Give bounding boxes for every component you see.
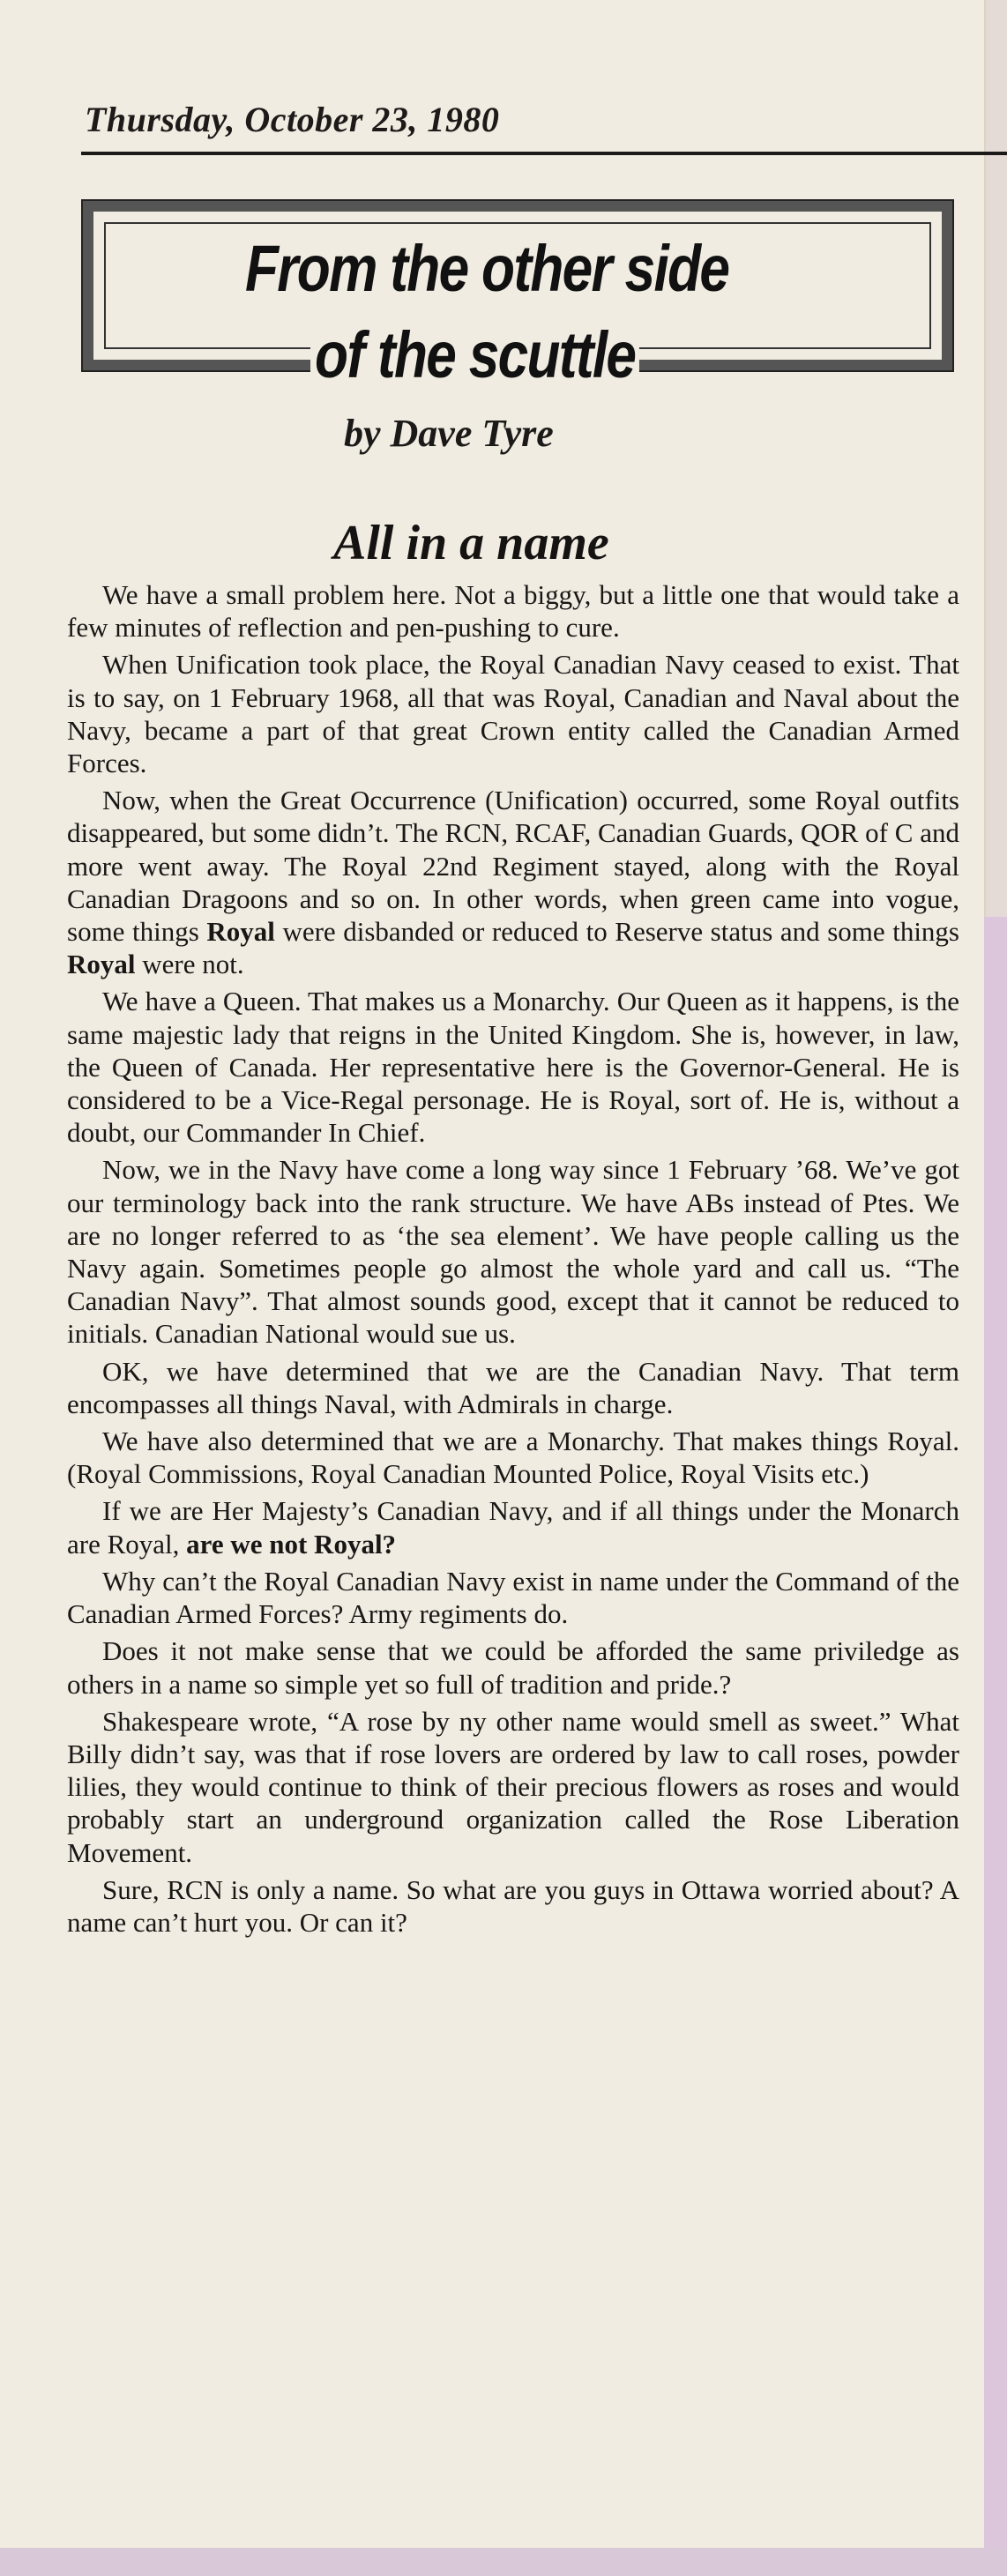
emphasis: Royal xyxy=(206,916,275,948)
column-title-line-2: of the scuttle xyxy=(310,317,639,392)
paragraph: If we are Her Majesty’s Canadian Navy, and if all things under the Monarch are Royal, are we not Royal? xyxy=(67,1495,959,1560)
header-rule xyxy=(81,152,1007,155)
emphasis: are we not Royal? xyxy=(186,1528,397,1560)
paragraph: We have also determined that we are a Monarchy. That makes things Royal. (Royal Commissions, Royal Canadian Mounted Police, Royal Visits etc.) xyxy=(67,1426,959,1490)
paragraph: Shakespeare wrote, “A rose by ny other name would smell as sweet.” What Billy didn’t say, was that if rose lovers are ordered by law to call roses, powder lilies, they would continue to think of their precious flowers as roses and would probably start an underground organization called the Rose Liberation Movement. xyxy=(67,1705,959,1868)
paragraph: Now, we in the Navy have come a long way since 1 February ’68. We’ve got our terminology back into the rank structure. We have ABs instead of Ptes. We are no longer referred to as ‘the sea element’. We have people calling us the Navy again. Sometimes people go almost the whole yard and call us. “The Canadian Navy”. That almost sounds good, except that it cannot be reduced to initials. Canadian National would sue us. xyxy=(67,1154,959,1350)
paragraph: Sure, RCN is only a name. So what are you guys in Ottawa worried about? A name can’t hurt you. Or can it? xyxy=(67,1873,959,1938)
emphasis: Royal xyxy=(67,949,136,980)
background-bottom-edge xyxy=(0,2548,1007,2576)
paragraph: When Unification took place, the Royal Canadian Navy ceased to exist. That is to say, on 1 February 1968, all that was Royal, Canadian and Naval about the Navy, became a part of that great Crown entity called the Canadian Armed Forces. xyxy=(67,649,959,779)
background-edge xyxy=(984,917,1007,2576)
paragraph: Why can’t the Royal Canadian Navy exist in name under the Command of the Canadian Armed Forces? Army regiments do. xyxy=(67,1565,959,1630)
article-body xyxy=(67,578,959,1943)
column-title-line-1: From the other side xyxy=(245,232,729,305)
paragraph: We have a Queen. That makes us a Monarchy. Our Queen as it happens, is the same majestic lady that reigns in the United Kingdom. She is, however, in law, the Queen of Canada. Her representative here is the Governor-General. He is considered to be a Vice-Regal personage. He is Royal, sort of. He is, without a doubt, our Commander In Chief. xyxy=(67,986,959,1149)
article-headline: All in a name xyxy=(333,516,609,570)
paragraph: Now, when the Great Occurrence (Unification) occurred, some Royal outfits disappeared, but some didn’t. The RCN, RCAF, Canadian Guards, QOR of C and more went away. The Royal 22nd Regiment stayed, along with the Royal Canadian Dragoons and so on. In other words, when green came into vogue, some things Royal were disbanded or reduced to Reserve status and some things Royal were not. xyxy=(67,785,959,980)
paragraph: OK, we have determined that we are the Canadian Navy. That term encompasses all things Naval, with Admirals in charge. xyxy=(67,1355,959,1419)
paragraph: Does it not make sense that we could be afforded the same priviledge as others in a name so simple yet so full of tradition and pride.? xyxy=(67,1635,959,1700)
byline: by Dave Tyre xyxy=(344,412,554,455)
issue-date: Thursday, October 23, 1980 xyxy=(85,100,500,139)
paragraph: We have a small problem here. Not a biggy, but a little one that would take a few minutes of reflection and pen-pushing to cure. xyxy=(67,579,959,644)
